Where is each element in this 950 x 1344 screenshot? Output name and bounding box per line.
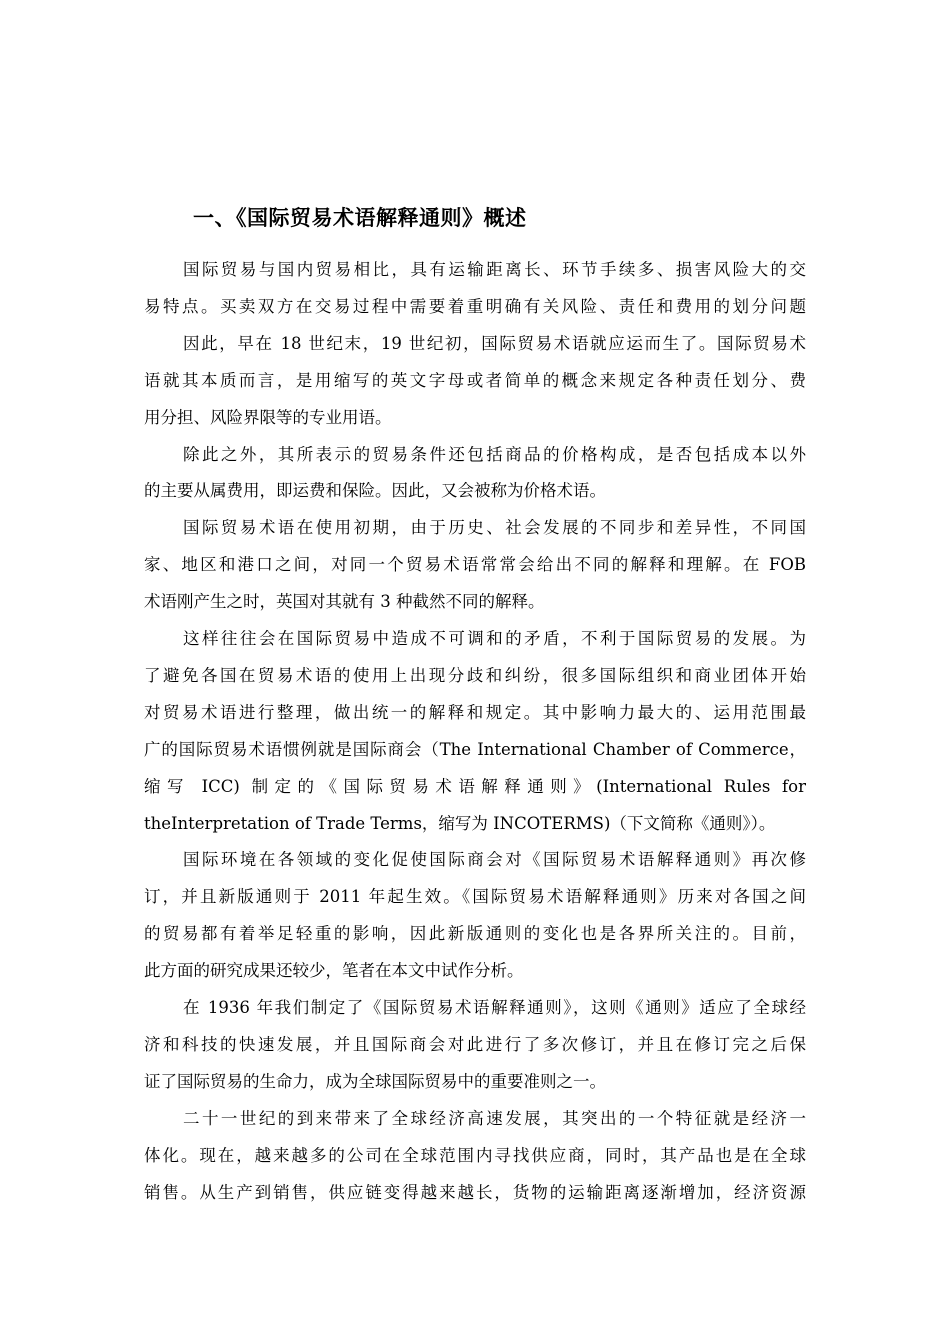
text-line: 缩写 ICC) 制定的《国际贸易术语解释通则》(International Rules for <box>144 776 806 796</box>
text-line: 的贸易都有着举足轻重的影响，因此新版通则的变化也是各界所关注的。目前， <box>144 924 806 944</box>
text-line: 家、地区和港口之间，对同一个贸易术语常常会给出不同的解释和理解。在 FOB <box>144 555 806 575</box>
text-line: 对贸易术语进行整理，做出统一的解释和规定。其中影响力最大的、运用范围最 <box>144 702 806 722</box>
text-line: 除此之外，其所表示的贸易条件还包括商品的价格构成，是否包括成本以外 <box>183 444 806 464</box>
text-line: 因此，早在 18 世纪末，19 世纪初，国际贸易术语就应运而生了。国际贸易术 <box>183 333 806 353</box>
text-line: 国际贸易与国内贸易相比，具有运输距离长、环节手续多、损害风险大的交 <box>183 260 806 279</box>
text-line: 易特点。买卖双方在交易过程中需要着重明确有关风险、责任和费用的划分问题 <box>144 296 806 316</box>
text-line: 了避免各国在贸易术语的使用上出现分歧和纠纷，很多国际组织和商业团体开始 <box>144 665 806 685</box>
text-line: 这样往往会在国际贸易中造成不可调和的矛盾，不利于国际贸易的发展。为 <box>183 629 806 648</box>
text-line: 订，并且新版通则于 2011 年起生效。《国际贸易术语解释通则》历来对各国之间 <box>144 887 806 907</box>
text-line: 二十一世纪的到来带来了全球经济高速发展，其突出的一个特征就是经济一 <box>183 1108 806 1128</box>
text-line: 证了国际贸易的生命力，成为全球国际贸易中的重要准则之一。 <box>144 1071 606 1091</box>
text-line: 国际环境在各领域的变化促使国际商会对《国际贸易术语解释通则》再次修 <box>183 850 806 870</box>
text-line: 销售。从生产到销售，供应链变得越来越长，货物的运输距离逐渐增加，经济资源 <box>144 1182 806 1202</box>
section-heading: 一、《国际贸易术语解释通则》概述 <box>193 206 527 230</box>
text-line: 语就其本质而言，是用缩写的英文字母或者简单的概念来规定各种责任划分、费 <box>144 370 806 390</box>
text-line: 在 1936 年我们制定了《国际贸易术语解释通则》，这则《通则》适应了全球经 <box>183 998 806 1017</box>
text-line: 用分担、风险界限等的专业用语。 <box>144 407 392 427</box>
text-line: 体化。现在，越来越多的公司在全球范围内寻找供应商，同时，其产品也是在全球 <box>144 1145 806 1165</box>
text-line: 广的国际贸易术语惯例就是国际商会（The International Chamber of Commerce， <box>144 739 806 759</box>
text-line: 术语刚产生之时，英国对其就有 3 种截然不同的解释。 <box>144 592 545 612</box>
text-line: 济和科技的快速发展，并且国际商会对此进行了多次修订，并且在修订完之后保 <box>144 1034 806 1054</box>
text-line: 的主要从属费用，即运费和保险。因此，又会被称为价格术语。 <box>144 481 606 501</box>
text-line: 此方面的研究成果还较少，笔者在本文中试作分析。 <box>144 961 524 981</box>
text-line: 国际贸易术语在使用初期，由于历史、社会发展的不同步和差异性，不同国 <box>183 518 806 538</box>
text-line: theInterpretation of Trade Terms，缩写为 INCOTERMS)（下文简称《通则》）。 <box>144 813 776 833</box>
